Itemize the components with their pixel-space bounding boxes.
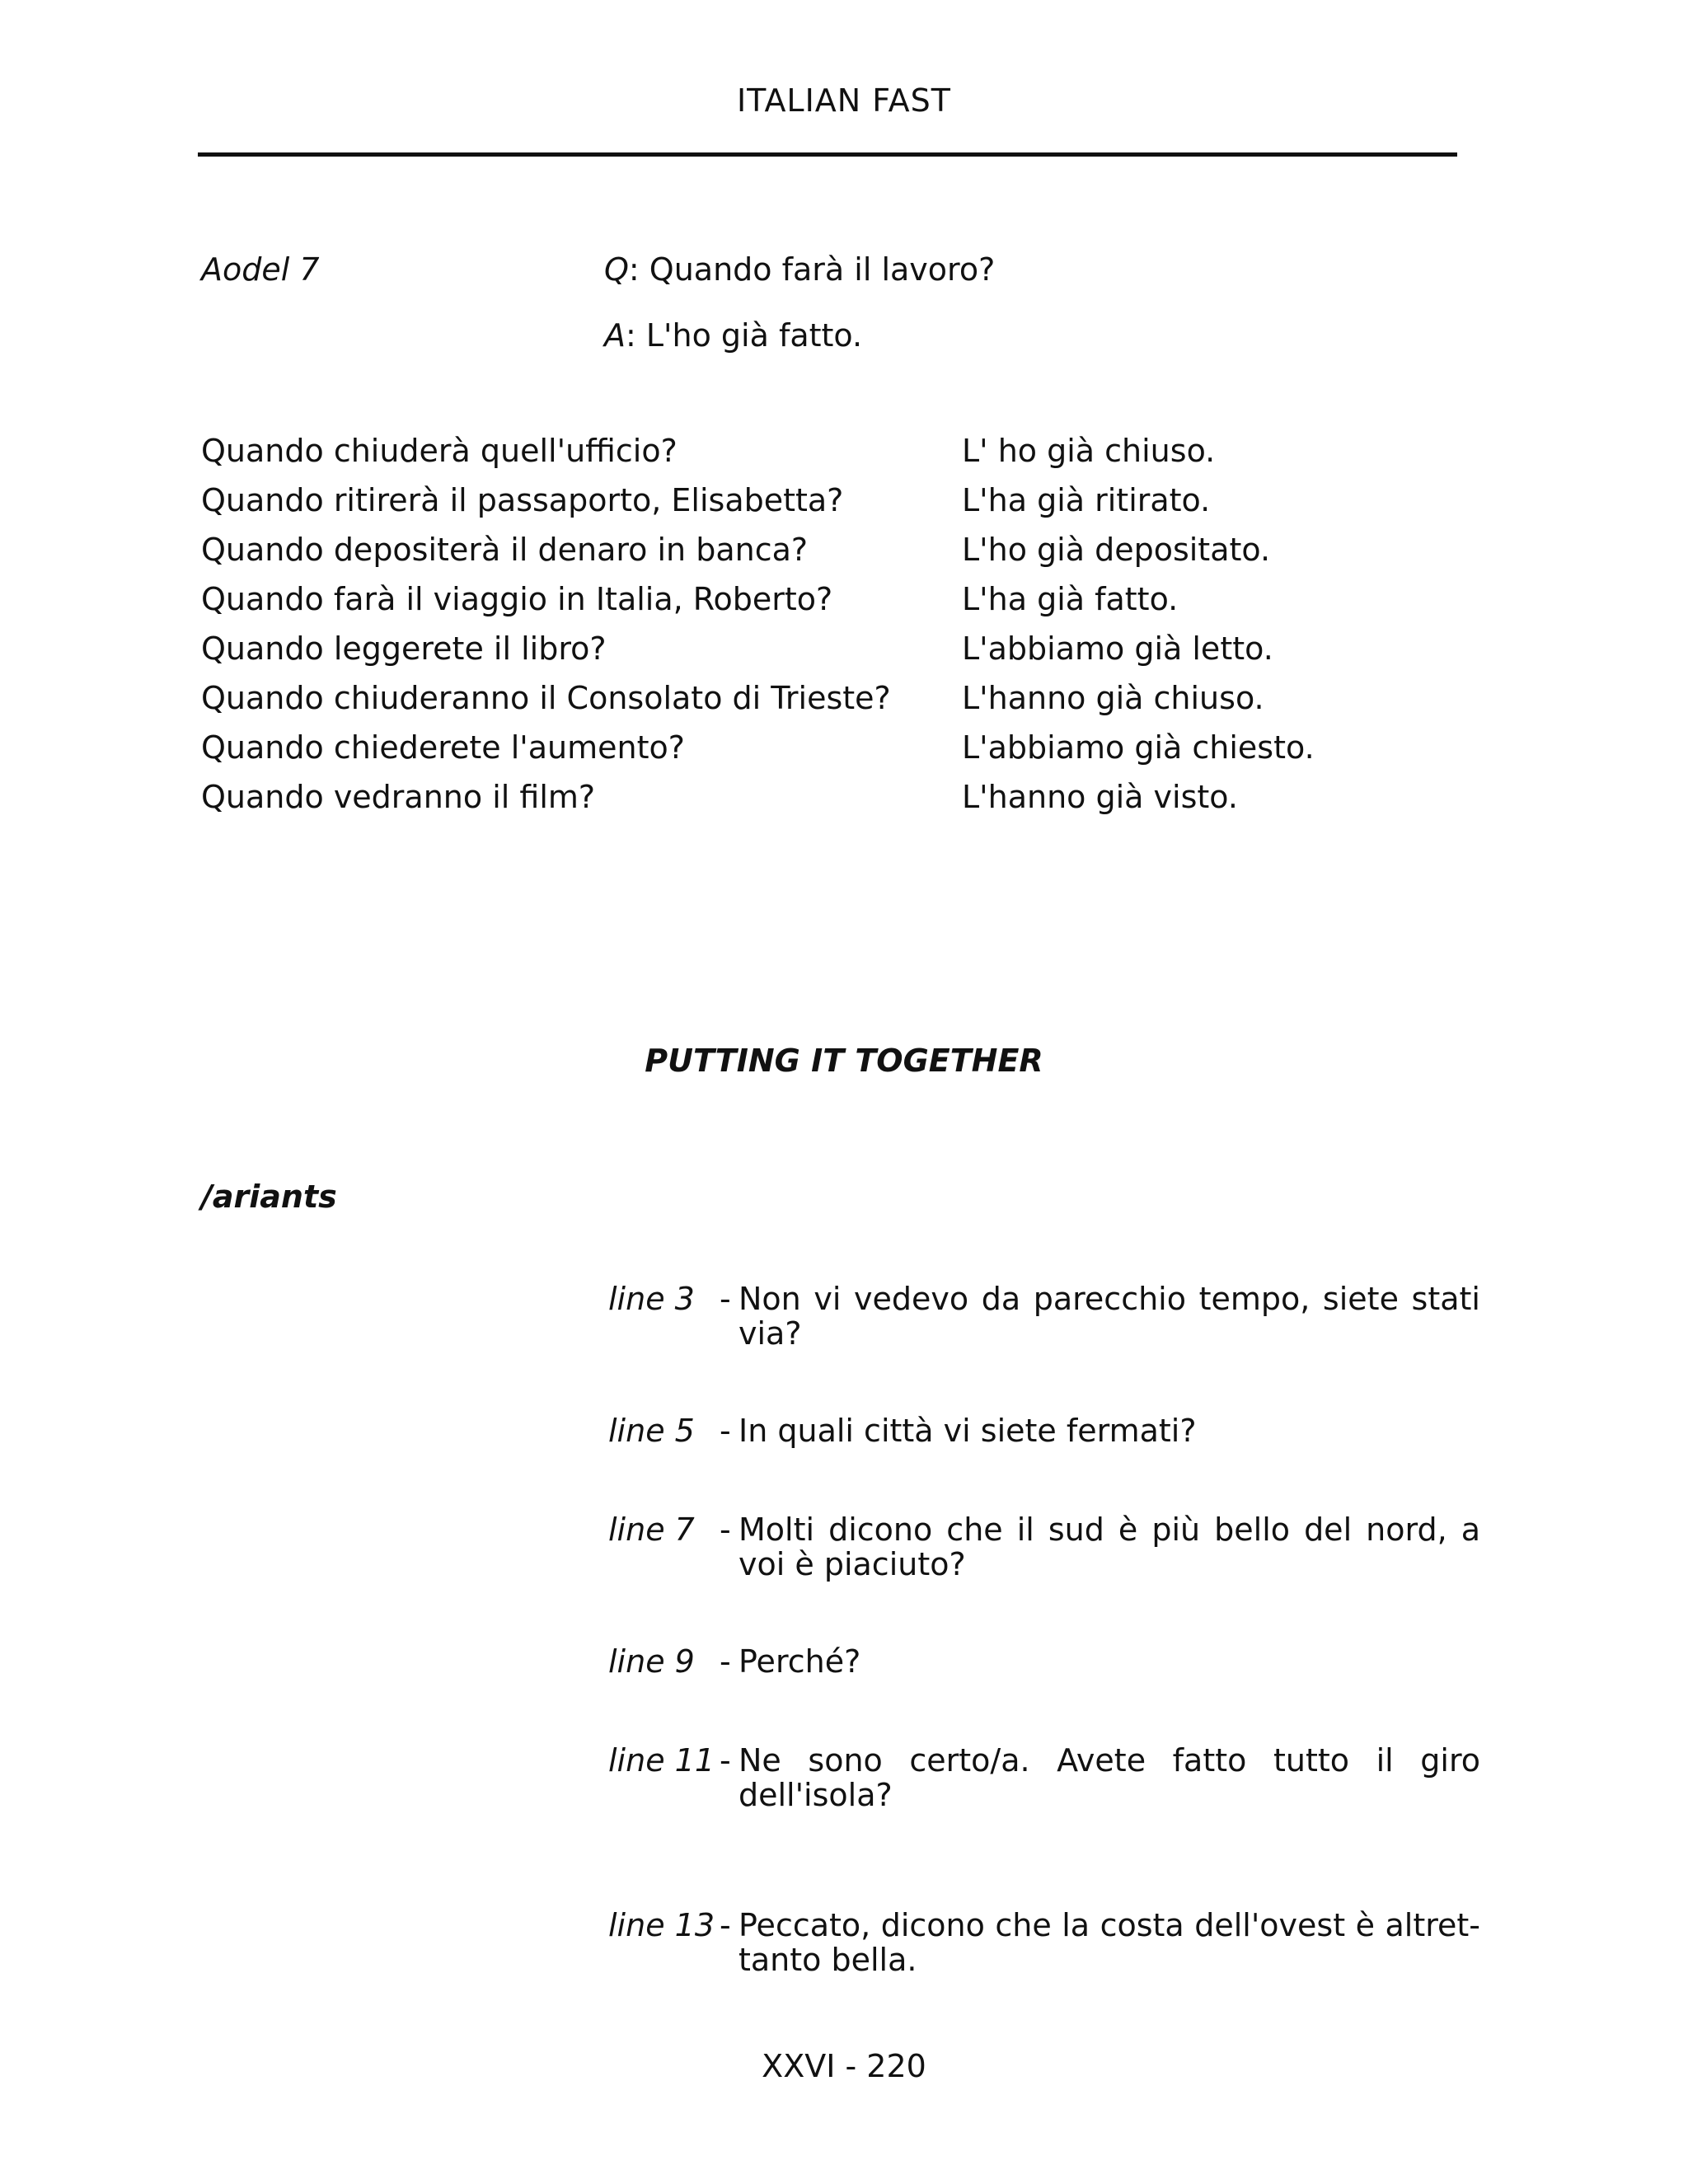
variants-label: /ariants	[201, 1179, 337, 1215]
answer-text: : L'ho già fatto.	[626, 317, 863, 354]
variant-text: Perché?	[738, 1643, 861, 1680]
answer-letter: A	[604, 317, 626, 354]
variant-dash: -	[720, 1511, 731, 1548]
variant-line-ref: line 5	[608, 1413, 695, 1449]
drill-answer: L'abbiamo già chiesto.	[962, 729, 1315, 766]
drill-question: Quando chiuderanno il Consolato di Trieste?	[201, 680, 891, 716]
variant-line-ref: line 13	[608, 1907, 715, 1943]
variant-dash: -	[720, 1643, 731, 1680]
header-divider	[198, 152, 1457, 157]
section-title: PUTTING IT TOGETHER	[645, 1043, 1043, 1079]
variant-text: Molti dicono che il sud è più bello del nord, a voi è piaciuto?	[738, 1511, 1480, 1582]
model-question	[604, 251, 995, 288]
variant-dash: -	[720, 1907, 731, 1943]
variant-line-ref: line 9	[608, 1643, 695, 1680]
drill-question: Quando leggerete il libro?	[201, 630, 607, 667]
drill-answer: L'hanno già chiuso.	[962, 680, 1264, 716]
variant-text: Ne sono certo/a. Avete fatto tutto il giro dell'isola?	[738, 1742, 1480, 1813]
variant-dash: -	[720, 1413, 731, 1449]
variant-text: Peccato, dicono che la costa dell'ovest è altret-tanto bella.	[738, 1907, 1480, 1978]
variant-text: Non vi vedevo da parecchio tempo, siete stati via?	[738, 1281, 1480, 1352]
drill-answer: L'ha già ritirato.	[962, 482, 1211, 518]
variant-line-ref: line 11	[608, 1742, 715, 1779]
drill-question: Quando farà il viaggio in Italia, Roberto?	[201, 581, 833, 617]
question-text: : Quando farà il lavoro?	[628, 251, 996, 288]
model-label: Aodel 7	[201, 251, 320, 288]
variant-dash: -	[720, 1281, 731, 1317]
variant-line-ref: line 7	[608, 1511, 695, 1548]
drill-answer: L'abbiamo già letto.	[962, 630, 1273, 667]
drill-answer: L'ha già fatto.	[962, 581, 1179, 617]
variant-text: In quali città vi siete fermati?	[738, 1413, 1197, 1449]
drill-question: Quando ritirerà il passaporto, Elisabetta?	[201, 482, 844, 518]
question-letter: Q	[604, 251, 629, 288]
drill-answer: L'hanno già visto.	[962, 779, 1238, 815]
page-number: XXVI - 220	[762, 2048, 926, 2084]
drill-question: Quando depositerà il denaro in banca?	[201, 532, 809, 568]
drill-question: Quando chiederete l'aumento?	[201, 729, 685, 766]
drill-answer: L' ho già chiuso.	[962, 433, 1216, 469]
model-answer	[604, 317, 862, 354]
variant-dash: -	[720, 1742, 731, 1779]
variant-line-ref: line 3	[608, 1281, 695, 1317]
page-header-title: ITALIAN FAST	[736, 82, 952, 119]
drill-question: Quando vedranno il film?	[201, 779, 596, 815]
drill-answer: L'ho già depositato.	[962, 532, 1271, 568]
drill-question: Quando chiuderà quell'ufficio?	[201, 433, 678, 469]
